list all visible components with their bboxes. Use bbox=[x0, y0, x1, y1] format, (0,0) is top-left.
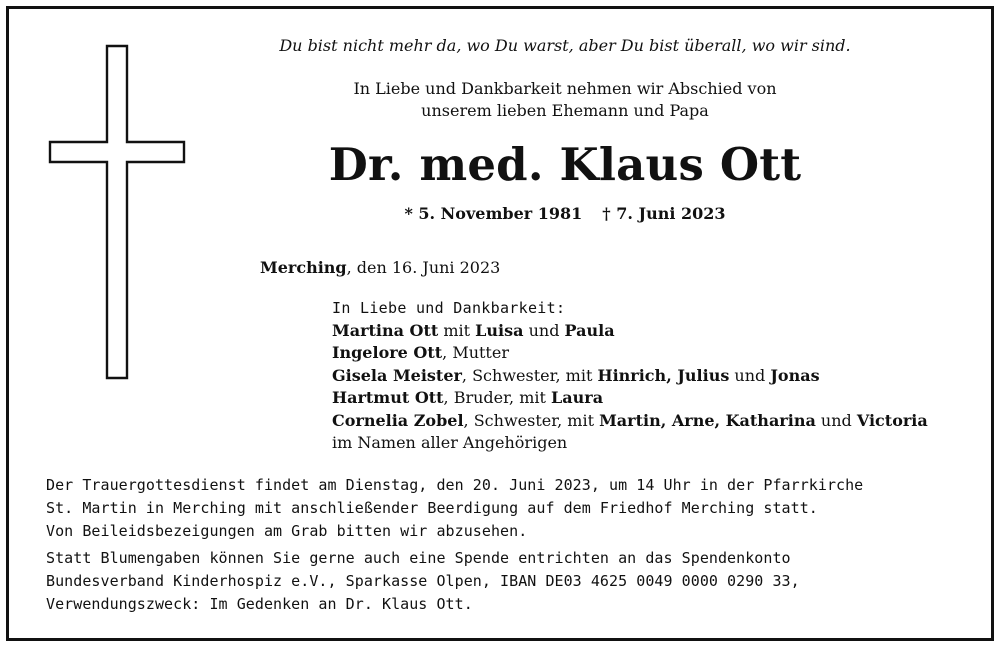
motto-quote: Du bist nicht mehr da, wo Du warst, aber Du bist überall, wo wir sind. bbox=[279, 36, 851, 55]
service-line: Der Trauergottesdienst findet am Dienstag, den 20. Juni 2023, um 14 Uhr in der Pfarrkirche bbox=[46, 476, 864, 494]
mourner-name: Katharina bbox=[725, 410, 816, 430]
mourner-name: Victoria bbox=[856, 410, 928, 430]
notice-date: , den 16. Juni 2023 bbox=[346, 258, 501, 277]
mourner-name: Laura bbox=[551, 388, 604, 407]
intro-text bbox=[250, 78, 880, 122]
mourner-name: Hartmut Ott bbox=[332, 388, 444, 407]
mourner-text: , Schwester, mit bbox=[461, 365, 598, 385]
mourner-name: Hinrich bbox=[597, 365, 667, 385]
deceased-name: Dr. med. Klaus Ott bbox=[328, 138, 802, 191]
mourner-text: , bbox=[660, 410, 672, 430]
mourners-closing: im Namen aller Angehörigen bbox=[332, 433, 568, 452]
service-notice bbox=[46, 474, 863, 616]
mourner-text: , Mutter bbox=[442, 343, 509, 362]
mourner-text: und bbox=[523, 320, 565, 340]
mourners-list bbox=[332, 297, 928, 455]
mourner-text: mit bbox=[438, 320, 476, 340]
donation-line: Verwendungszweck: Im Gedenken an Dr. Klaus Ott. bbox=[46, 595, 473, 613]
mourner-name: Paula bbox=[564, 320, 615, 340]
place-and-date bbox=[260, 258, 500, 277]
birth-date: * 5. November 1981 bbox=[404, 204, 583, 223]
mourner-row bbox=[332, 365, 928, 388]
life-dates bbox=[250, 204, 880, 223]
mourner-name: Julius bbox=[677, 365, 730, 385]
mourner-name: Martina Ott bbox=[332, 320, 439, 340]
mourner-text: , bbox=[714, 410, 726, 430]
donation-line: Statt Blumengaben können Sie gerne auch eine Spende entrichten an das Spendenkonto bbox=[46, 549, 791, 567]
mourner-row bbox=[332, 410, 928, 433]
mourner-name: Cornelia Zobel bbox=[332, 410, 464, 430]
mourner-row bbox=[332, 320, 928, 343]
cross-icon bbox=[48, 44, 186, 380]
mourner-text: und bbox=[729, 365, 771, 385]
mourners-heading: In Liebe und Dankbarkeit: bbox=[332, 299, 566, 317]
mourner-row bbox=[332, 342, 928, 365]
mourner-text: , Bruder, mit bbox=[443, 388, 552, 407]
mourner-text: , bbox=[666, 365, 678, 385]
service-line: Von Beileidsbezeigungen am Grab bitten wir abzusehen. bbox=[46, 522, 528, 540]
mourner-name: Arne bbox=[671, 410, 715, 430]
donation-line: Bundesverband Kinderhospiz e.V., Sparkasse Olpen, IBAN DE03 4625 0049 0000 0290 33, bbox=[46, 572, 800, 590]
mourner-name: Ingelore Ott bbox=[332, 343, 443, 362]
mourner-text: und bbox=[815, 410, 857, 430]
death-date: † 7. Juni 2023 bbox=[602, 204, 726, 223]
mourner-row bbox=[332, 387, 928, 410]
mourner-name: Jonas bbox=[770, 365, 820, 385]
service-line: St. Martin in Merching mit anschließender Beerdigung auf dem Friedhof Merching statt. bbox=[46, 499, 818, 517]
place-name: Merching bbox=[260, 258, 347, 277]
mourner-name: Martin bbox=[599, 410, 661, 430]
intro-line-1: In Liebe und Dankbarkeit nehmen wir Abschied von bbox=[353, 79, 777, 98]
intro-line-2: unserem lieben Ehemann und Papa bbox=[421, 101, 709, 120]
mourner-name: Luisa bbox=[475, 320, 524, 340]
mourner-text: , Schwester, mit bbox=[463, 410, 600, 430]
mourner-name: Gisela Meister bbox=[332, 365, 462, 385]
